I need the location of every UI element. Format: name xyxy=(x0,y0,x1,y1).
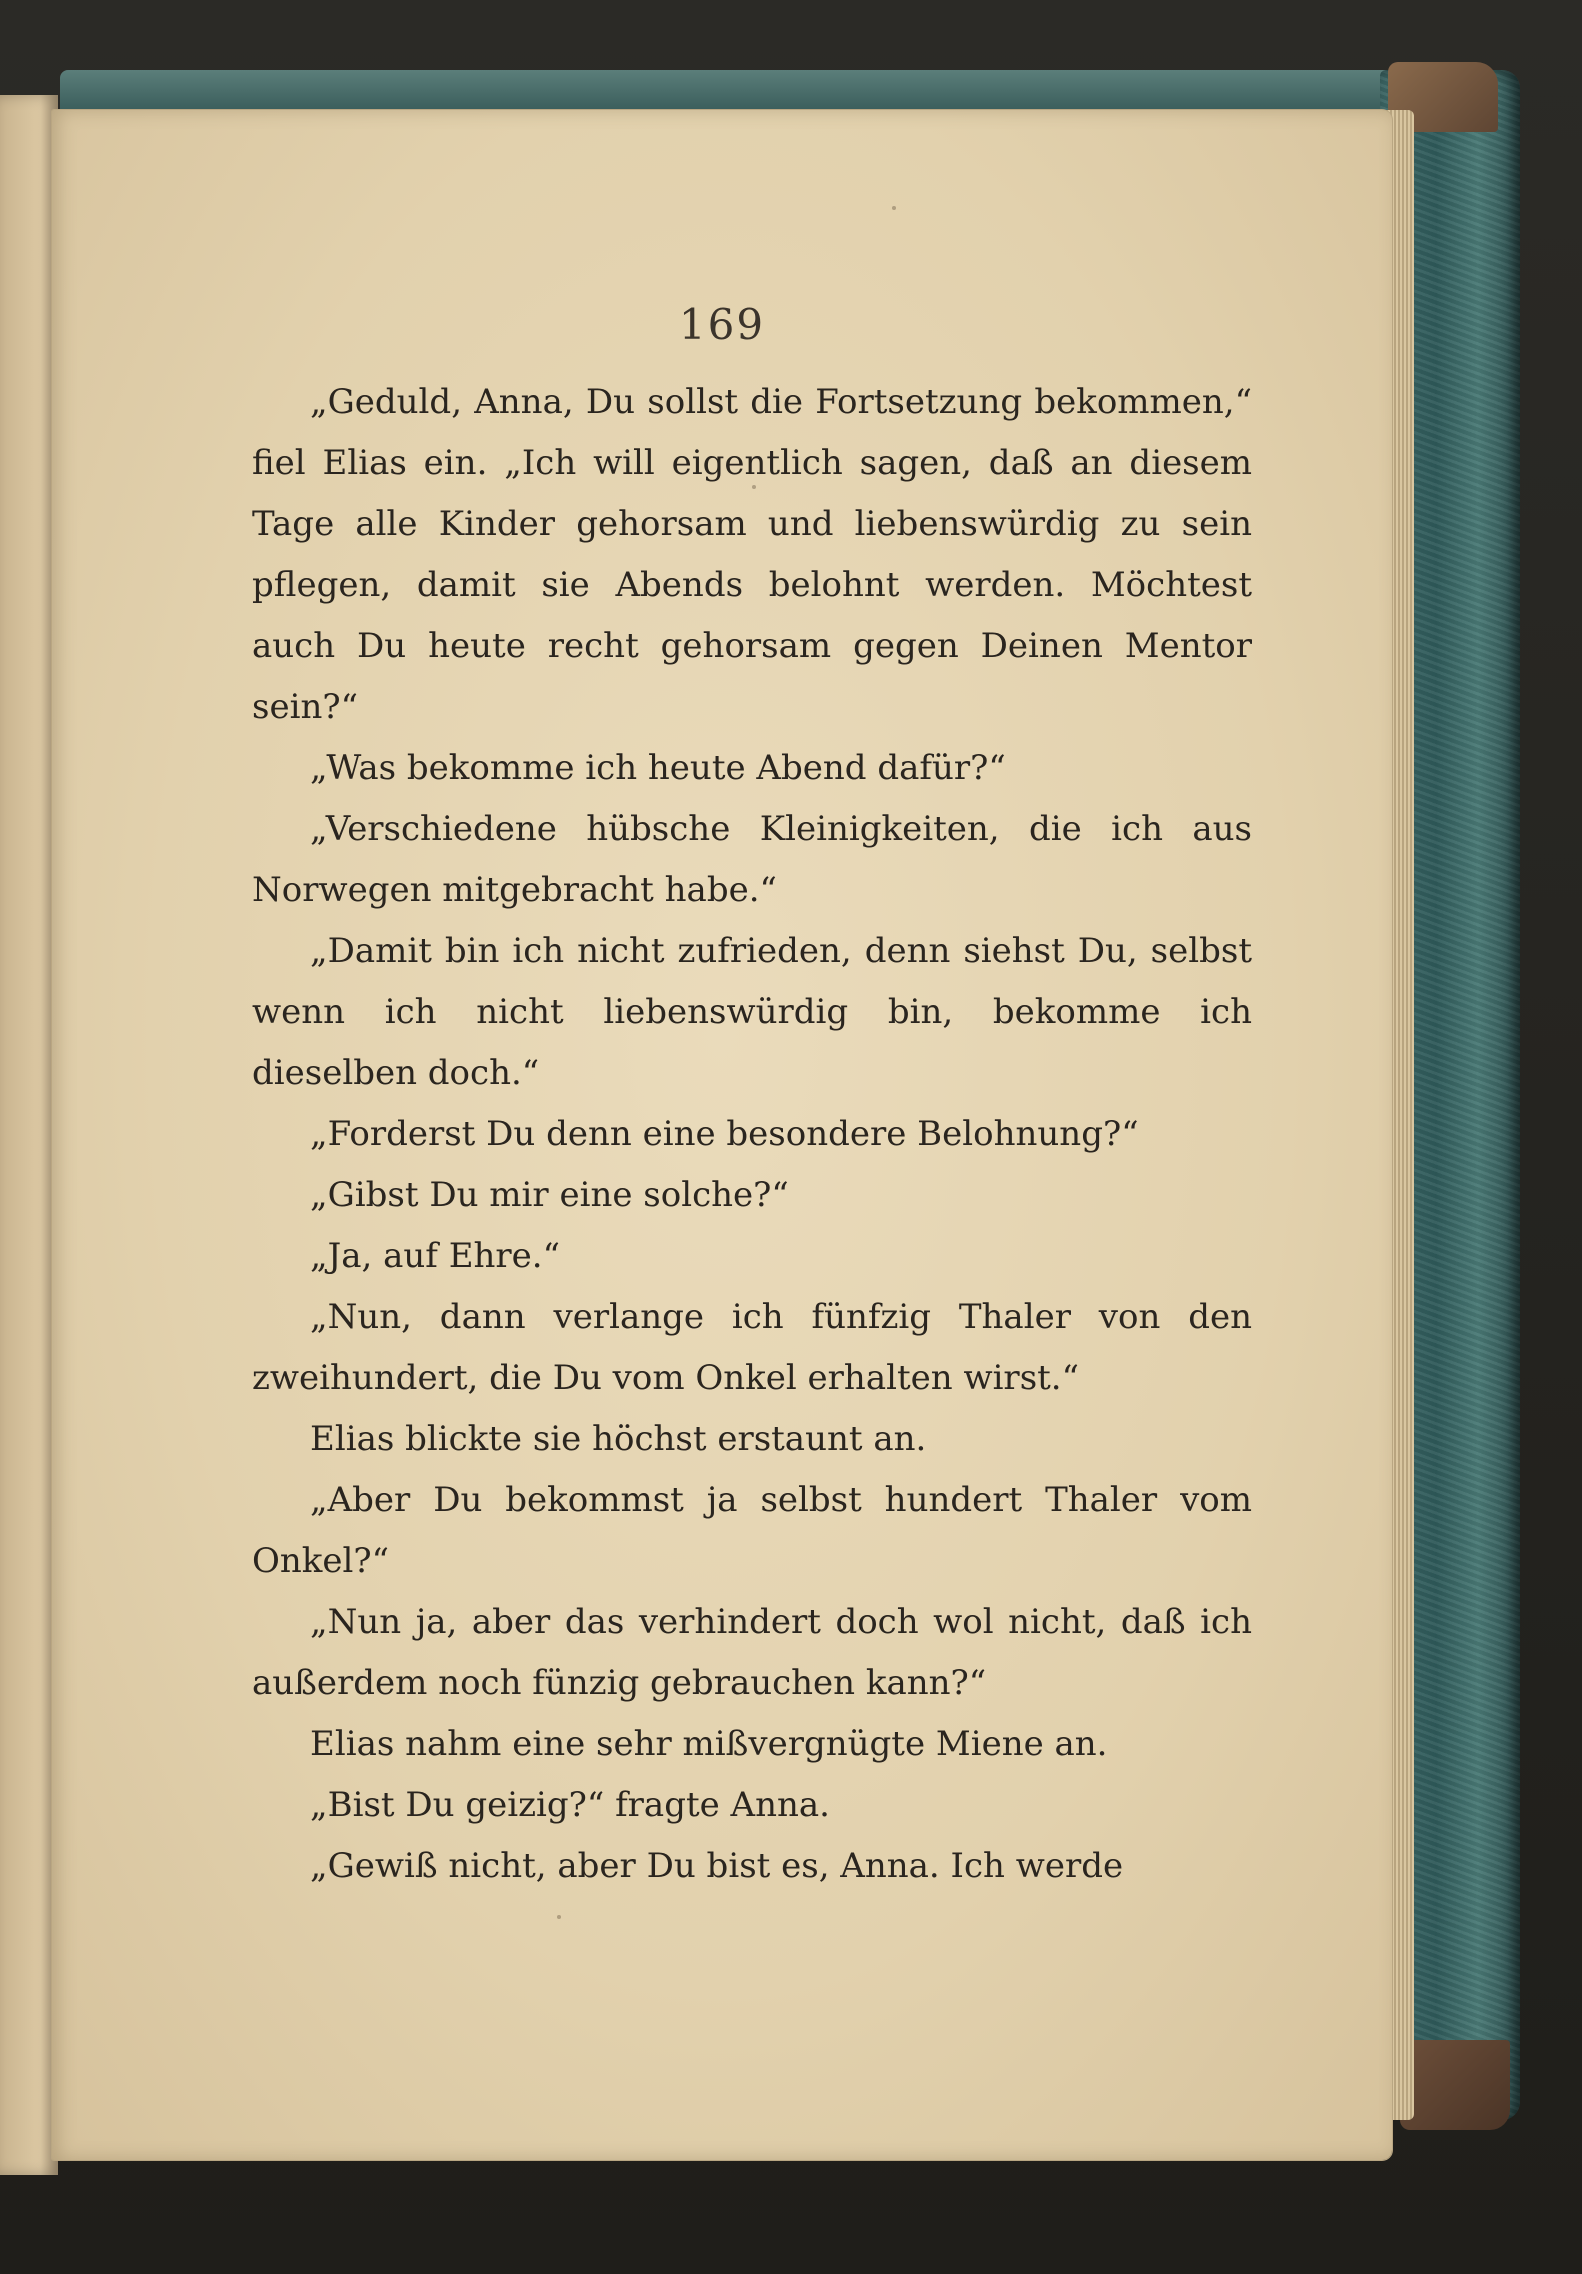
paragraph: „Forderst Du denn eine besondere Belohnung?“ xyxy=(310,1114,1139,1154)
left-facing-page xyxy=(0,95,58,2175)
paragraph: „Nun ja, aber das verhindert doch wol nicht, daß ich außerdem noch fünzig gebrauchen kann?“ xyxy=(252,1602,1252,1703)
paragraph: „Verschiedene hübsche Kleinigkeiten, die ich aus Norwegen mitgebracht habe.“ xyxy=(252,809,1252,910)
paragraph: „Damit bin ich nicht zufrieden, denn siehst Du, selbst wenn ich nicht liebenswürdig bin, bekomme ich dieselben doch.“ xyxy=(252,931,1252,1093)
page-text xyxy=(252,372,1252,1897)
paper-speckle xyxy=(892,206,896,210)
paragraph: „Ja, auf Ehre.“ xyxy=(310,1236,560,1276)
paper-speckle xyxy=(557,1915,561,1919)
paragraph: „Bist Du geizig?“ fragte Anna. xyxy=(310,1785,830,1825)
paragraph: Elias nahm eine sehr mißvergnügte Miene an. xyxy=(310,1724,1108,1764)
paragraph: „Geduld, Anna, Du sollst die Fortsetzung bekommen,“ fiel Elias ein. „Ich will eigentlich sagen, daß an diesem Tage alle Kinder gehorsam und liebenswürdig zu sein pflegen, damit sie Abends belohnt werden. Möchtest auch Du heute recht gehorsam gegen Deinen Mentor sein?“ xyxy=(252,382,1252,727)
book-page xyxy=(52,110,1392,2160)
paragraph: „Gibst Du mir eine solche?“ xyxy=(310,1175,789,1215)
paragraph: Elias blickte sie höchst erstaunt an. xyxy=(310,1419,927,1459)
paragraph: „Nun, dann verlange ich fünfzig Thaler von den zweihundert, die Du vom Onkel erhalten wirst.“ xyxy=(252,1297,1252,1398)
paper-speckle xyxy=(752,485,756,489)
page-number: 169 xyxy=(678,300,766,349)
cover-leather-corner-bottom xyxy=(1400,2040,1510,2130)
paragraph: „Aber Du bekommst ja selbst hundert Thaler vom Onkel?“ xyxy=(252,1480,1252,1581)
paragraph: „Was bekomme ich heute Abend dafür?“ xyxy=(310,748,1006,788)
book-cover-top-edge xyxy=(60,70,1500,110)
paragraph: „Gewiß nicht, aber Du bist es, Anna. Ich werde xyxy=(310,1846,1124,1886)
